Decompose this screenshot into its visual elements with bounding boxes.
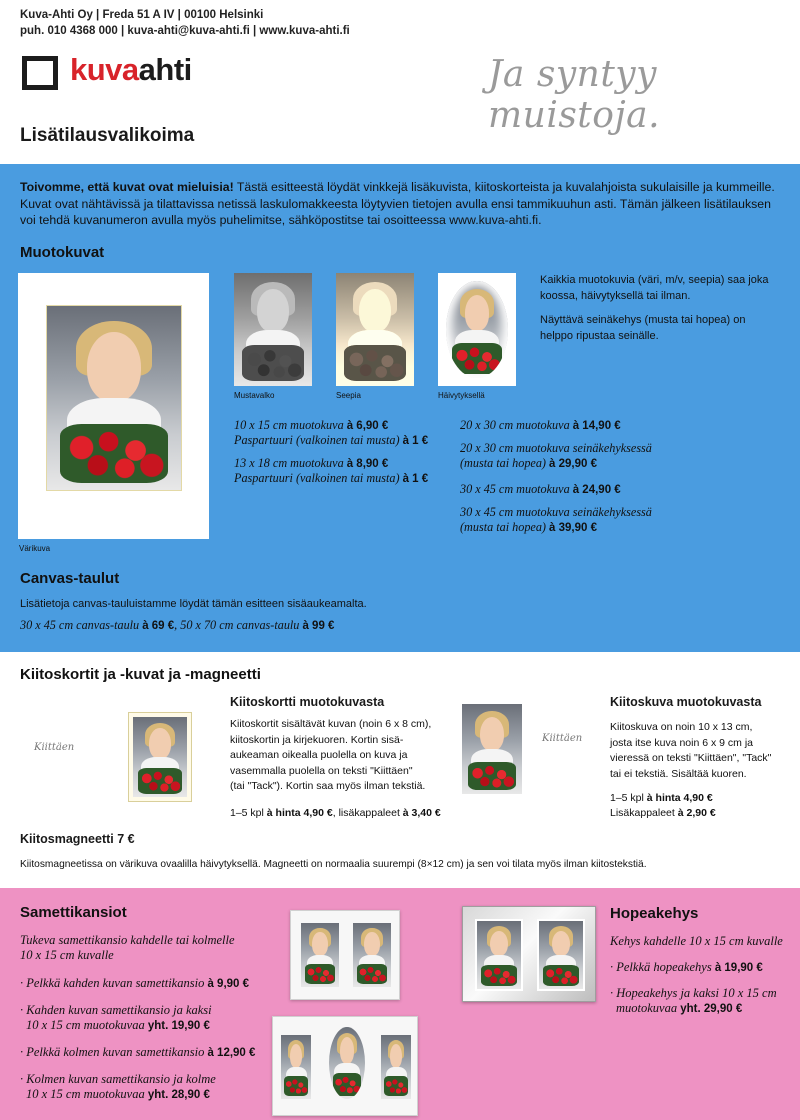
hopeakehys-heading: Hopeakehys xyxy=(610,905,699,922)
logo-square-icon xyxy=(22,56,58,90)
samettikansiot-item-3: · Pelkkä kolmen kuvan samettikansio à 12,90 € xyxy=(20,1045,256,1059)
contact-address: Kuva-Ahti Oy | Freda 51 A IV | 00100 Helsinki xyxy=(20,9,264,21)
hopeakehys-item-1: · Pelkkä hopeakehys à 19,90 € xyxy=(610,960,763,974)
logo-part-kuva: kuva xyxy=(70,52,139,87)
samettikansiot-item-2: · Kahden kuvan samettikansio ja kaksi 10 x 15 cm muotokuvaa yht. 19,90 € xyxy=(20,1003,212,1032)
canvas-heading: Canvas-taulut xyxy=(20,570,120,587)
two-photo-folder xyxy=(290,910,400,1000)
photo-heading: Kiitoskuva muotokuvasta xyxy=(610,695,762,709)
samettikansiot-item-1: · Pelkkä kahden kuvan samettikansio à 9,90 € xyxy=(20,976,250,990)
card-price: 1–5 kpl à hinta 4,90 €, lisäkappaleet à 3,40 € xyxy=(230,807,441,819)
three-photo-folder xyxy=(272,1016,418,1116)
hopeakehys-desc: Kehys kahdelle 10 x 15 cm kuvalle xyxy=(610,934,783,948)
price-30x45-frame-line1: 30 x 45 cm muotokuva seinäkehyksessä xyxy=(460,505,652,519)
muotokuvat-info-1: Kaikkia muotokuvia (väri, m/v, seepia) saa joka koossa, häivytyksellä tai ilman. xyxy=(540,274,769,302)
main-portrait-mat xyxy=(18,273,209,539)
thumb-vignette-frame xyxy=(438,273,516,386)
card-script-text: Kiittäen xyxy=(34,742,75,753)
price-paspartuuri-1: Paspartuuri (valkoinen tai musta) à 1 € xyxy=(234,433,429,447)
price-13x18: 13 x 18 cm muotokuva à 8,90 € xyxy=(234,456,389,470)
slogan: Ja syntyy muistoja. xyxy=(488,54,661,136)
silver-frame xyxy=(462,906,596,1002)
price-30x45-frame: (musta tai hopea) à 39,90 € xyxy=(460,520,597,534)
price-20x30-frame: (musta tai hopea) à 29,90 € xyxy=(460,456,597,470)
thank-photo-image xyxy=(462,704,522,794)
main-portrait-photo xyxy=(46,305,182,491)
samettikansiot-heading: Samettikansiot xyxy=(20,904,127,921)
canvas-prices: 30 x 45 cm canvas-taulu à 69 €, 50 x 70 cm canvas-taulu à 99 € xyxy=(20,618,335,632)
thumb-bw-photo xyxy=(234,273,312,386)
price-20x30: 20 x 30 cm muotokuva à 14,90 € xyxy=(460,418,621,432)
thumb-sepia-caption: Seepia xyxy=(336,391,361,400)
logo-wordmark xyxy=(70,52,192,88)
page-title: Lisätilausvalikoima xyxy=(20,125,195,146)
intro-text xyxy=(20,179,780,229)
intro-body: Tästä esitteestä löydät vinkkejä lisäkuvista, kiitoskorteista ja kuvalahjoista sukulaisille ja kummeille. Kuvat ovat nähtävissä ja tilattavissa netissä laskulomakkeesta löytyvien tietojen avulla ensi tammikuuhun asti. Tämän jälkeen lisätilauksen voi tehdä kuvanumeron avulla myös puhelimitse, sähköpostitse tai osoitteessa www.kuva-ahti.fi. xyxy=(20,180,775,227)
price-30x45: 30 x 45 cm muotokuva à 24,90 € xyxy=(460,482,621,496)
magnet-text: Kiitosmagneetissa on värikuva ovaalilla häivytyksellä. Magneetti on normaalia suurempi (8×12 cm) ja sen voi tilata myös ilman kiitostekstiä. xyxy=(20,859,647,870)
contact-details: puh. 010 4368 000 | kuva-ahti@kuva-ahti.fi | www.kuva-ahti.fi xyxy=(20,25,350,37)
samettikansiot-desc: Tukeva samettikansio kahdelle tai kolmelle 10 x 15 cm kuvalle xyxy=(20,933,235,962)
thumb-sepia-photo xyxy=(336,273,414,386)
canvas-info: Lisätietoja canvas-tauluistamme löydät tämän esitteen sisäaukeamalta. xyxy=(20,598,367,610)
thank-card-photo xyxy=(133,717,187,797)
samettikansiot-item-4: · Kolmen kuvan samettikansio ja kolme 10 x 15 cm muotokuvaa yht. 28,90 € xyxy=(20,1072,216,1101)
thumb-bw-caption: Mustavalko xyxy=(234,391,275,400)
photo-price-2: Lisäkappaleet à 2,90 € xyxy=(610,807,716,819)
photo-description: Kiitoskuva on noin 10 x 13 cm, josta itse kuva noin 6 x 9 cm ja vieressä on teksti "Kiittäen", "Tack" tai ei tekstiä. Sisältää kuoren. xyxy=(610,721,772,780)
muotokuvat-heading: Muotokuvat xyxy=(20,244,105,261)
logo-part-ahti: ahti xyxy=(138,52,192,87)
intro-lead: Toivomme, että kuvat ovat mieluisia! xyxy=(20,180,234,194)
card-heading: Kiitoskortti muotokuvasta xyxy=(230,695,385,709)
price-paspartuuri-2: Paspartuuri (valkoinen tai musta) à 1 € xyxy=(234,471,429,485)
photo-script-text: Kiittäen xyxy=(542,733,583,744)
thank-card-frame xyxy=(128,712,192,802)
kiitos-heading: Kiitoskortit ja -kuvat ja -magneetti xyxy=(20,666,261,683)
main-portrait-caption: Värikuva xyxy=(19,544,51,553)
price-10x15: 10 x 15 cm muotokuva à 6,90 € xyxy=(234,418,389,432)
magnet-heading: Kiitosmagneetti 7 € xyxy=(20,832,135,846)
thumb-vignette-photo xyxy=(446,281,508,378)
price-20x30-frame-line1: 20 x 30 cm muotokuva seinäkehyksessä xyxy=(460,441,652,455)
photo-price-1: 1–5 kpl à hinta 4,90 € xyxy=(610,792,713,804)
muotokuvat-info-2: Näyttävä seinäkehys (musta tai hopea) on helppo ripustaa seinälle. xyxy=(540,314,746,342)
card-description: Kiitoskortit sisältävät kuvan (noin 6 x 8 cm), kiitoskortin ja kirjekuoren. Kortin sisä- aukeaman oikealla puolella on kuva ja vasemmalla puolella on teksti "Kiittäen" (tai "Tack"). Kortin saa myös ilman tekstiä. xyxy=(230,718,432,792)
thumb-vignette-caption: Häivytyksellä xyxy=(438,391,485,400)
hopeakehys-item-2: · Hopeakehys ja kaksi 10 x 15 cm muotokuvaa yht. 29,90 € xyxy=(610,986,777,1015)
